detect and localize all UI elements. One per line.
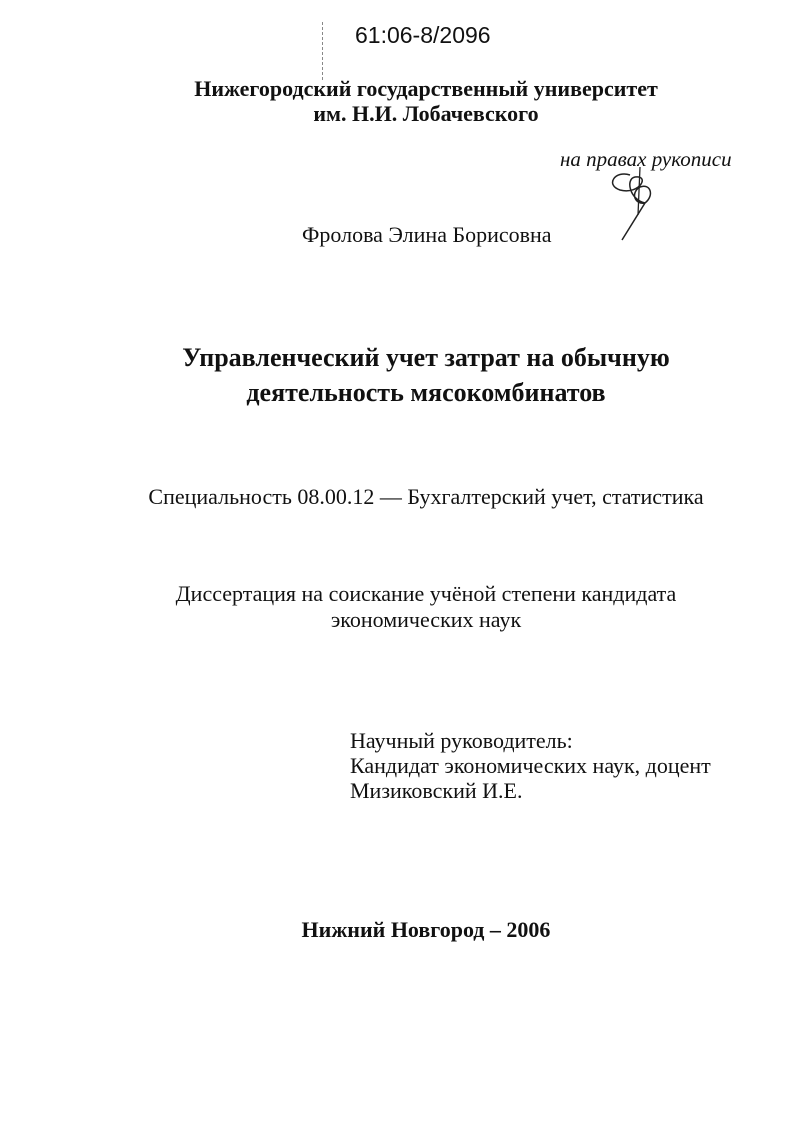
degree-text-line2: экономических наук xyxy=(330,607,522,632)
dissertation-title-line2: деятельность мясокомбинатов xyxy=(246,378,606,407)
degree-text: Диссертация на соискание учёной степени кандидата xyxy=(175,581,677,606)
author-name: Фролова Элина Борисовна xyxy=(302,222,552,247)
scan-margin-line xyxy=(322,22,324,80)
catalog-code: 61:06-8/2096 xyxy=(355,22,491,48)
specialty: Специальность 08.00.12 — Бухгалтерский учет, статистика xyxy=(148,484,704,509)
rights-note: на правах рукописи xyxy=(560,147,732,171)
advisor-name: Мизиковский И.Е. xyxy=(350,778,523,803)
signature-icon xyxy=(600,165,680,245)
dissertation-title: Управленческий учет затрат на обычную xyxy=(182,343,670,372)
university-name: Нижегородский государственный университет xyxy=(194,76,658,101)
advisor-title: Кандидат экономических наук, доцент xyxy=(350,753,711,778)
advisor-label: Научный руководитель: xyxy=(350,728,573,753)
city-year: Нижний Новгород – 2006 xyxy=(301,917,551,942)
university-name-line2: им. Н.И. Лобачевского xyxy=(313,101,539,126)
